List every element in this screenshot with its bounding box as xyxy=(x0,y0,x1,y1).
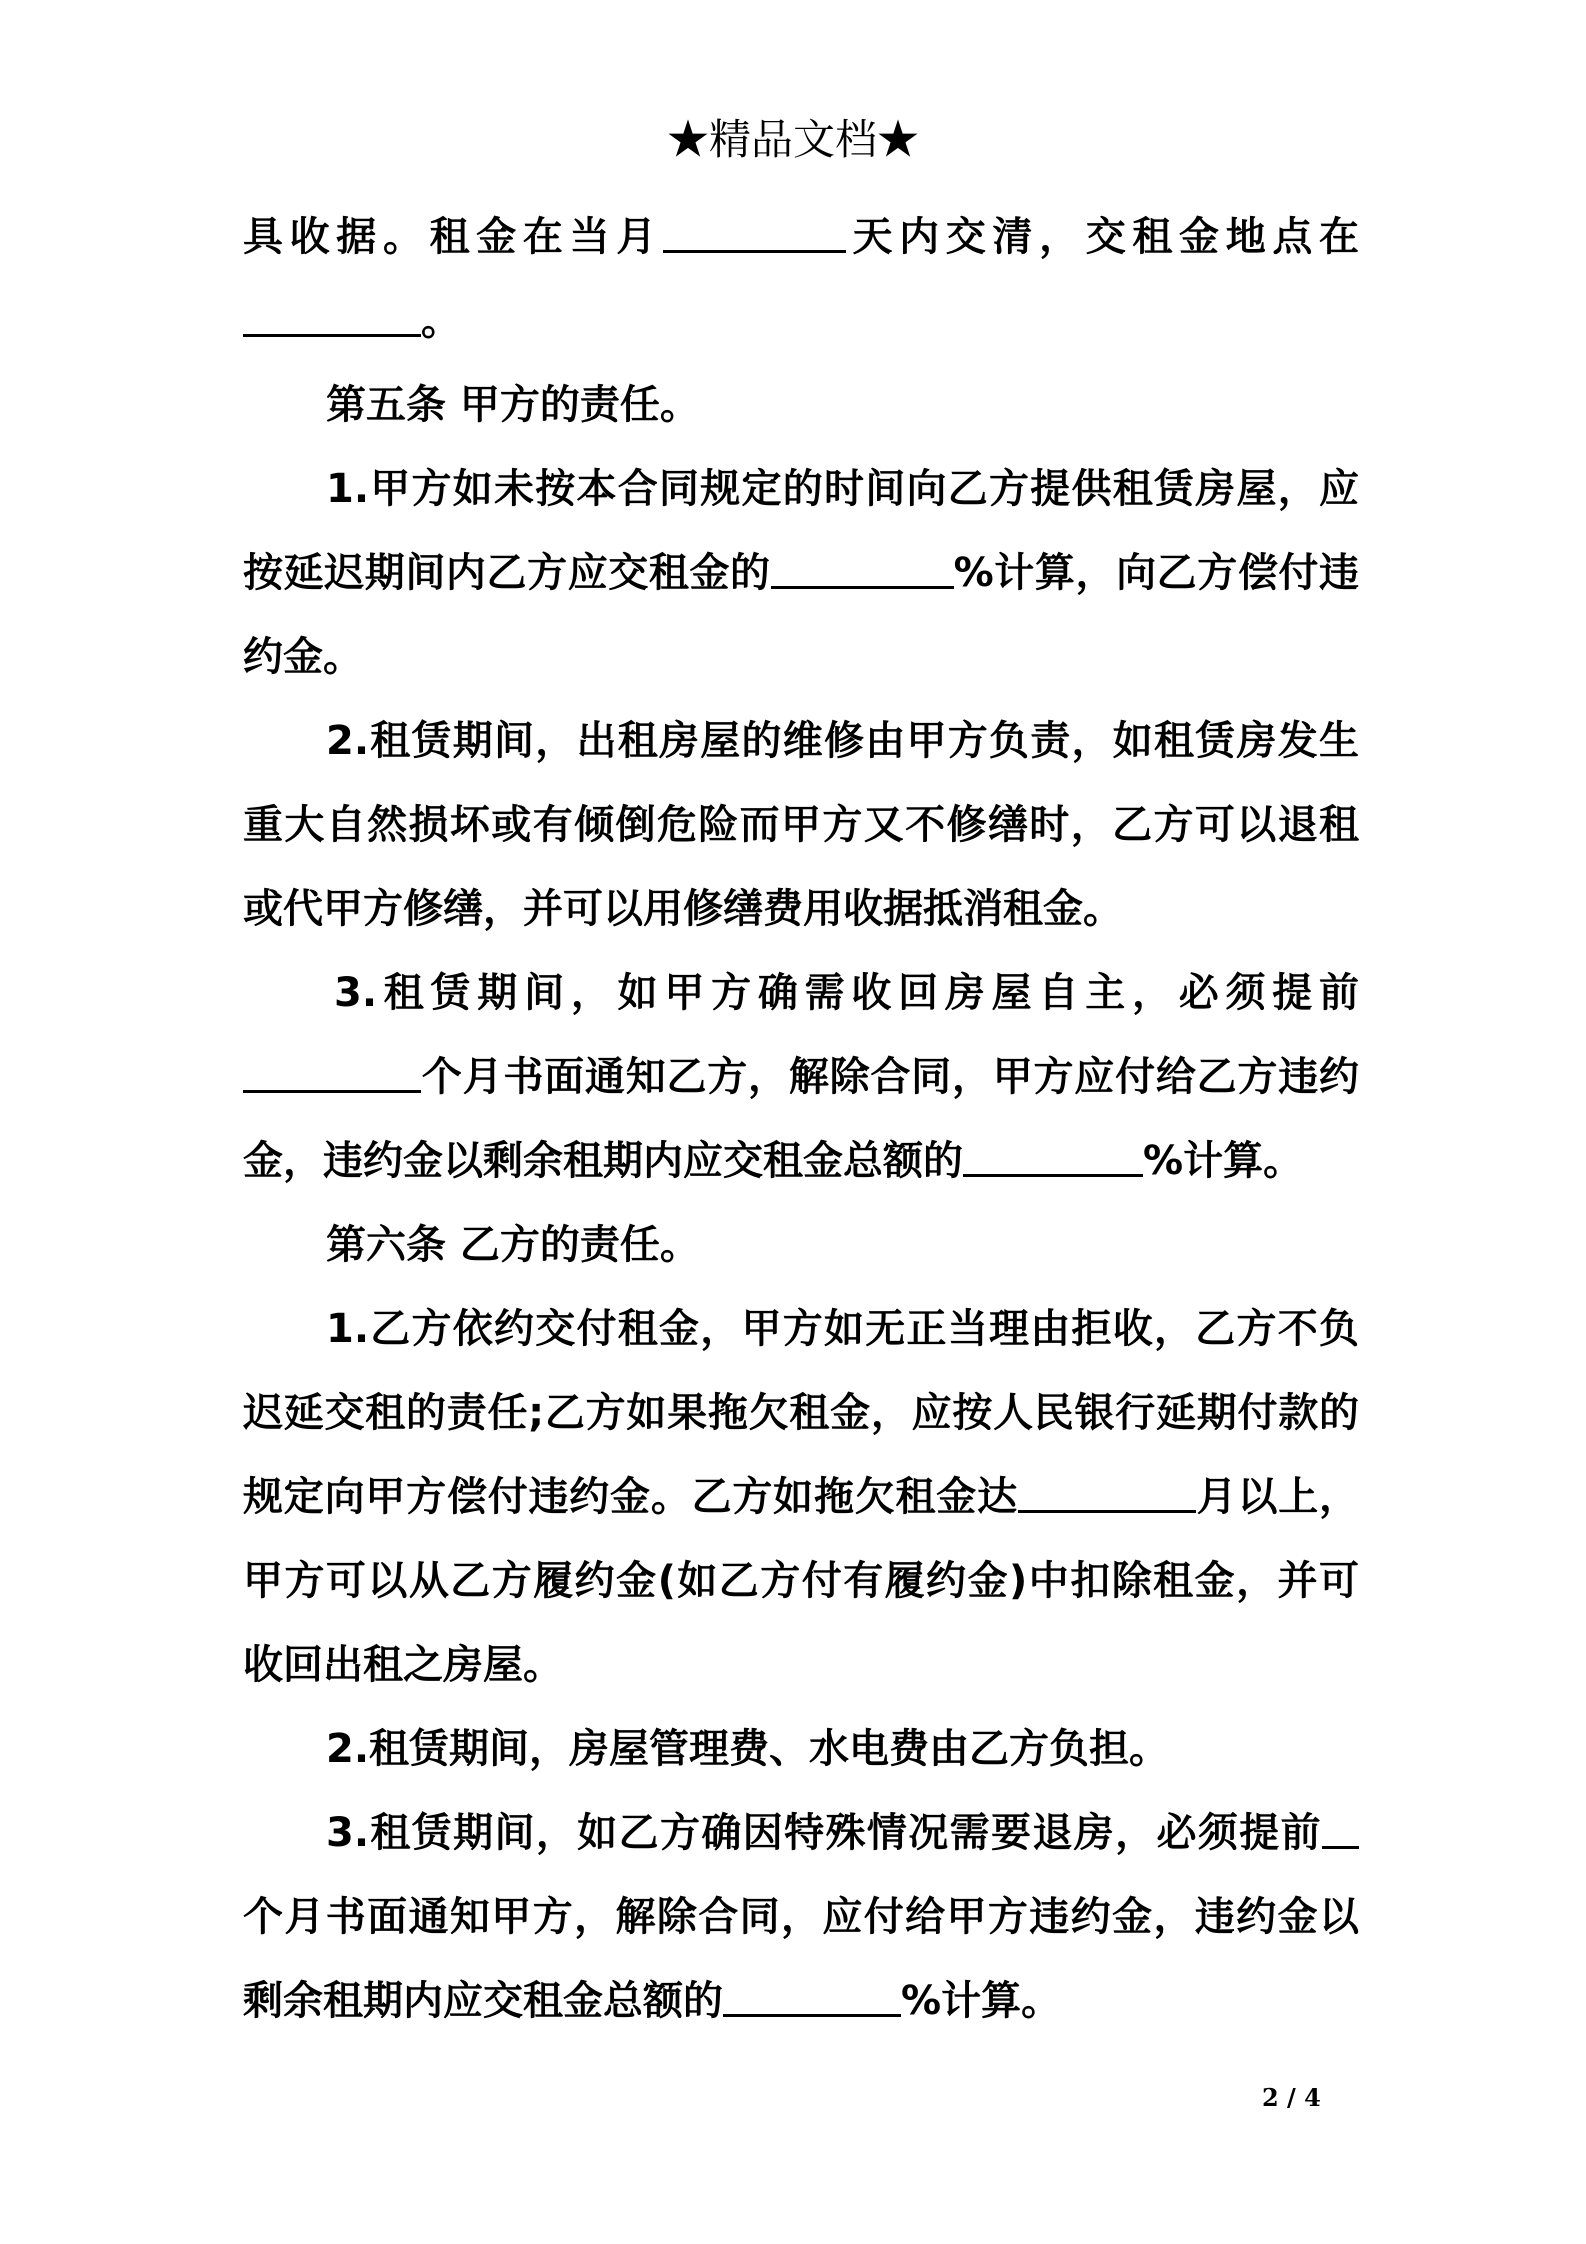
text-line: 金，违约金以剩余租期内应交租金总额的 %计算。 xyxy=(243,1138,1304,1184)
article-heading: 第五条 甲方的责任。 xyxy=(326,382,700,428)
article-heading: 第六条 乙方的责任。 xyxy=(326,1222,700,1268)
text-line: 约金。 xyxy=(243,634,363,680)
fill-in-blank xyxy=(243,298,421,337)
document-body xyxy=(243,195,1359,2043)
text-line: 具收据。租金在当月 天内交清，交租金地点在 xyxy=(243,214,1359,260)
fill-in-blank xyxy=(723,1978,901,2017)
text-line: 个月书面通知乙方，解除合同，甲方应付给乙方违约 xyxy=(243,1035,1359,1119)
text-line: 。 xyxy=(243,279,1359,363)
text-line: 甲方可以从乙方履约金(如乙方付有履约金)中扣除租金，并可 xyxy=(243,1558,1359,1604)
text-line: 按延迟期间内乙方应交租金的 %计算，向乙方偿付违 xyxy=(243,550,1359,596)
fill-in-blank xyxy=(243,1054,421,1093)
text-line: 或代甲方修缮，并可以用修缮费用收据抵消租金。 xyxy=(243,886,1123,932)
text-line: 2.租赁期间，出租房屋的维修由甲方负责，如租赁房发生 xyxy=(326,718,1359,764)
page-number: 2 / 4 xyxy=(1262,2083,1321,2112)
text-line: 2.租赁期间，房屋管理费、水电费由乙方负担。 xyxy=(326,1726,1170,1772)
document-header: ★精品文档★ xyxy=(666,115,919,164)
text-line: 迟延交租的责任;乙方如果拖欠租金，应按人民银行延期付款的 xyxy=(243,1390,1359,1436)
text-line: 个月书面通知甲方，解除合同，应付给甲方违约金，违约金以 xyxy=(243,1894,1359,1940)
fill-in-blank xyxy=(663,214,846,253)
text-line: 3.租赁期间，如乙方确因特殊情况需要退房，必须提前 xyxy=(243,1791,1359,1875)
fill-in-blank xyxy=(771,550,954,589)
fill-in-blank xyxy=(1322,1810,1359,1849)
text-line: 收回出租之房屋。 xyxy=(243,1642,563,1688)
text-line: 剩余租期内应交租金总额的 %计算。 xyxy=(243,1978,1062,2024)
text-line: 1.甲方如未按本合同规定的时间向乙方提供租赁房屋，应 xyxy=(326,466,1359,512)
text-line: 重大自然损坏或有倾倒危险而甲方又不修缮时，乙方可以退租 xyxy=(243,802,1359,848)
fill-in-blank xyxy=(963,1138,1143,1177)
text-line: 3.租赁期间，如甲方确需收回房屋自主，必须提前 xyxy=(334,970,1359,1016)
fill-in-blank xyxy=(1018,1474,1196,1513)
text-line: 1.乙方依约交付租金，甲方如无正当理由拒收，乙方不负 xyxy=(326,1306,1359,1352)
text-line: 规定向甲方偿付违约金。乙方如拖欠租金达 月以上， xyxy=(243,1474,1359,1520)
